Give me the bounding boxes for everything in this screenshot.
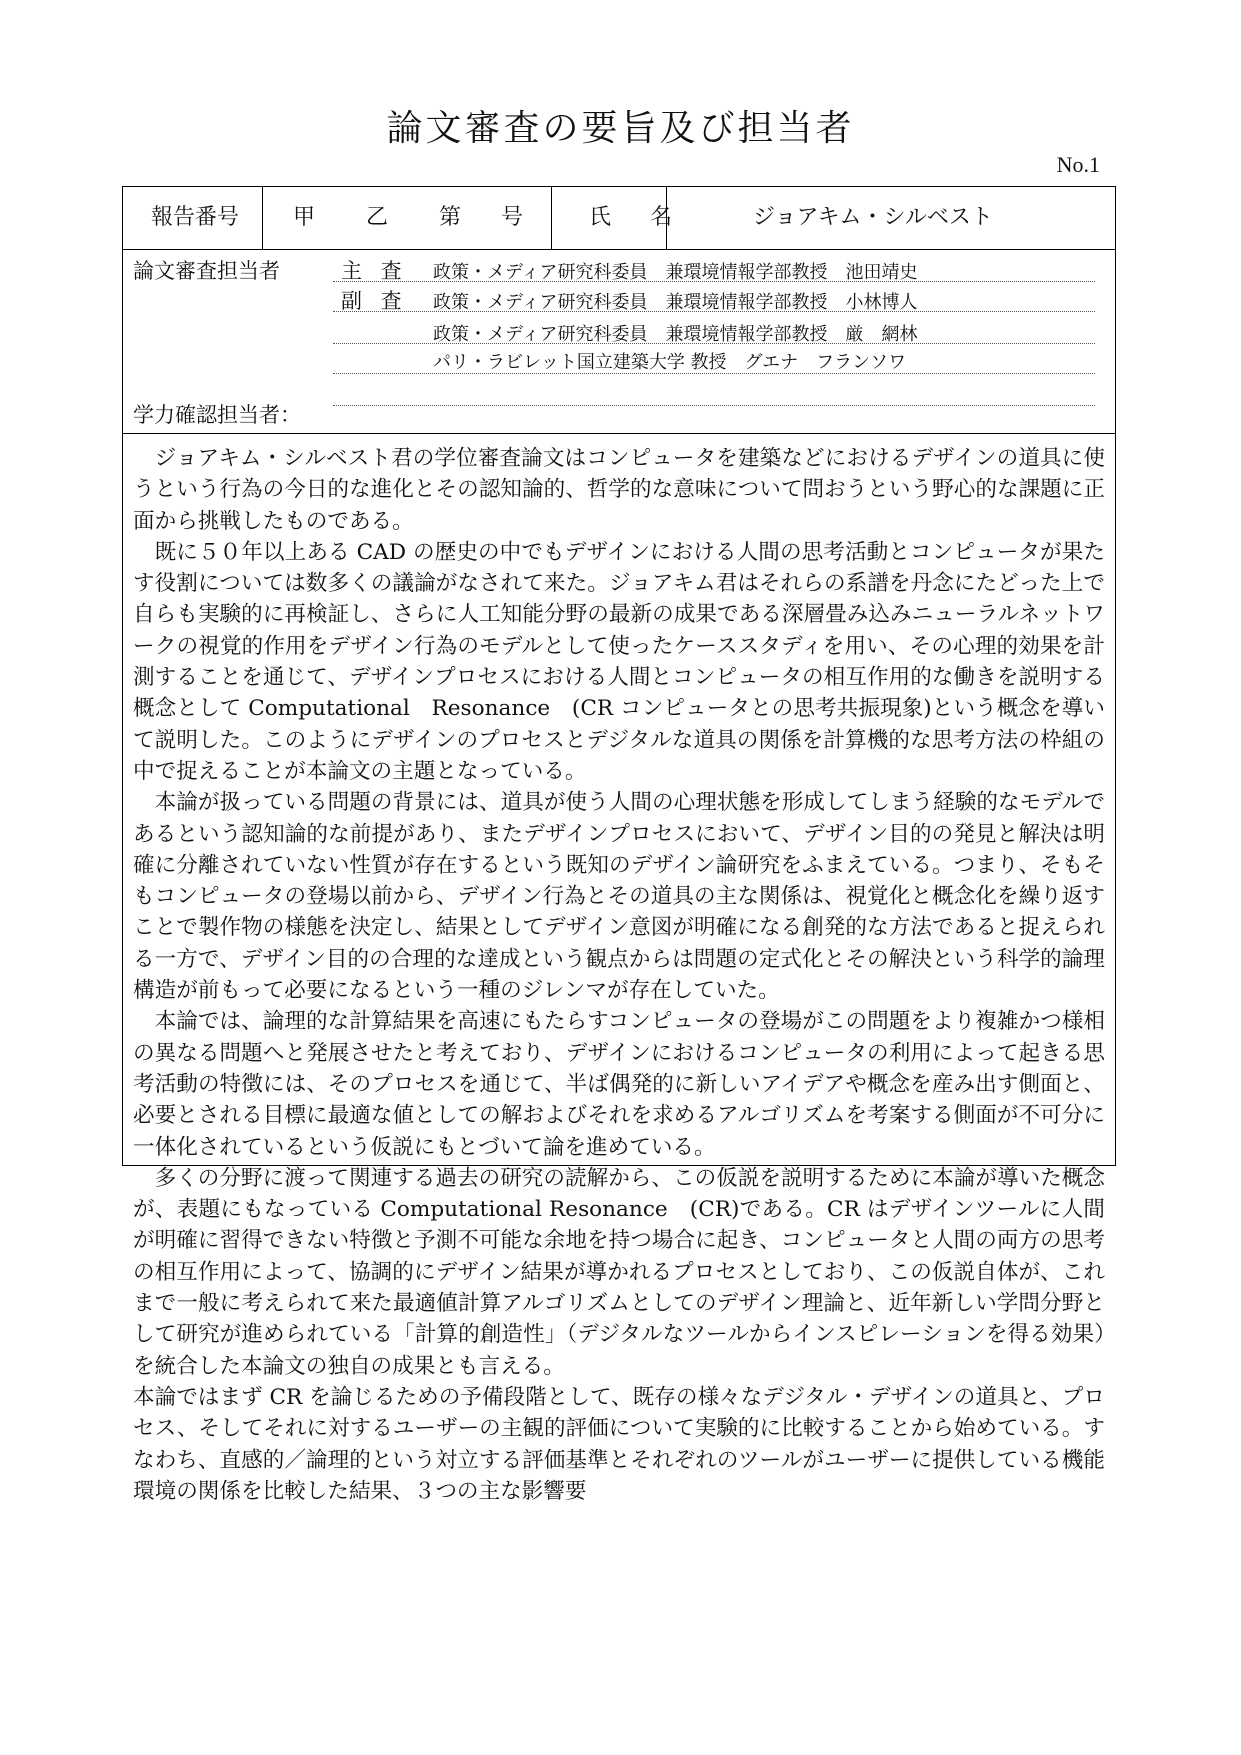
- chief-examiner-label: 主 査: [341, 259, 408, 283]
- report-number-suffix: 号: [501, 205, 524, 230]
- summary-paragraph: 多くの分野に渡って関連する過去の研究の読解から、この仮説を説明するために本論が導いた概念が、表題にもなっている Computational Resonance (CR)である。CR はデザインツールに人間が明確に習得できない特徴と予測不可能な余地を持つ場合に起き、コンピュータと人間の両方の思考の相互作用によって、協調的にデザイン結果が導かれるプロセスとしており、この仮説自体が、これまで一般に考えられて来た最適値計算アルゴリズムとしてのデザイン理論と、近年新しい学問分野として研究が進められている「計算的創造性」（デジタルなツールからインスピレーションを得る効果）を統合した本論文の独自の成果とも言える。: [133, 1165, 1105, 1379]
- report-number-value: 甲 乙 第: [293, 205, 483, 230]
- reviewer-member-4: パリ・ラビレット国立建築大学 教授 グエナ フランソワ: [433, 352, 907, 373]
- review-summary-body: [133, 443, 1105, 1507]
- document-title: 論文審査の要旨及び担当者: [386, 108, 855, 149]
- reviewers-label: 論文審査担当者: [133, 259, 280, 283]
- name-label: 氏 名: [589, 205, 688, 230]
- summary-paragraph: 既に５０年以上ある CAD の歴史の中でもデザインにおける人間の思考活動とコンピュータが果たす役割については数多くの議論がなされて来た。ジョアキム君はそれらの系譜を丹念にたどった上で自らも実験的に再検証し、さらに人工知能分野の最新の成果である深層畳み込みニューラルネットワークの視覚的作用をデザイン行為のモデルとして使ったケーススタディを用い、その心理的効果を計測することを通じて、デザインプロセスにおける人間とコンピュータの相互作用的な働きを説明する概念として Computational Resonance (CR コンピュータとの思考共振現象)という概念を導いて説明した。このようにデザインのプロセスとデジタルな道具の関係を計算機的な思考方法の枠組の中で捉えることが本論文の主題となっている。: [133, 539, 1105, 784]
- header-row: [123, 187, 1115, 250]
- name-value: ジョアキム・シルベスト: [753, 205, 993, 230]
- ability-confirmation-label: 学力確認担当者：: [133, 403, 301, 427]
- report-number-label: 報告番号: [151, 205, 240, 230]
- summary-paragraph: ジョアキム・シルベスト君の学位審査論文はコンピュータを建築などにおけるデザインの道具に使うという行為の今日的な進化とその認知論的、哲学的な意味について問おうという野心的な課題に正面から挑戦したものである。: [133, 446, 1105, 534]
- summary-paragraph: 本論ではまず CR を論じるための予備段階として、既存の様々なデジタル・デザインの道具と、プロセス、そしてそれに対するユーザーの主観的評価について実験的に比較することから始めている。すなわち、直感的／論理的という対立する評価基準とそれぞれのツールがユーザーに提供している機能環境の関係を比較した結果、３つの主な影響要: [133, 1384, 1105, 1504]
- reviewer-member-1: 政策・メディア研究科委員 兼環境情報学部教授 池田靖史: [433, 262, 918, 283]
- reviewer-member-2: 政策・メディア研究科委員 兼環境情報学部教授 小林博人: [433, 292, 918, 313]
- deputy-examiner-label: 副 査: [341, 289, 408, 313]
- review-form: [122, 186, 1116, 1504]
- reviewers-section: [123, 249, 1115, 434]
- document-number: No.1: [1056, 152, 1100, 177]
- reviewer-member-3: 政策・メディア研究科委員 兼環境情報学部教授 厳 網林: [433, 324, 918, 345]
- summary-paragraph: 本論が扱っている問題の背景には、道具が使う人間の心理状態を形成してしまう経験的なモデルであるという認知論的な前提があり、またデザインプロセスにおいて、デザイン目的の発見と解決は明確に分離されていない性質が存在するという既知のデザイン論研究をふまえている。つまり、そもそもコンピュータの登場以前から、デザイン行為とその道具の主な関係は、視覚化と概念化を繰り返すことで製作物の様態を決定し、結果としてデザイン意図が明確になる創発的な方法であると捉えられる一方で、デザイン目的の合理的な達成という観点からは問題の定式化とその解決という科学的論理構造が前もって必要になるという一種のジレンマが存在していた。: [133, 790, 1105, 1004]
- summary-paragraph: 本論では、論理的な計算結果を高速にもたらすコンピュータの登場がこの問題をより複雑かつ様相の異なる問題へと発展させたと考えており、デザインにおけるコンピュータの利用によって起きる思考活動の特徴には、そのプロセスを通じて、半ば偶発的に新しいアイデアや概念を産み出す側面と、必要とされる目標に最適な値としての解およびそれを求めるアルゴリズムを考案する側面が不可分に一体化されているという仮説にもとづいて論を進めている。: [133, 1009, 1105, 1160]
